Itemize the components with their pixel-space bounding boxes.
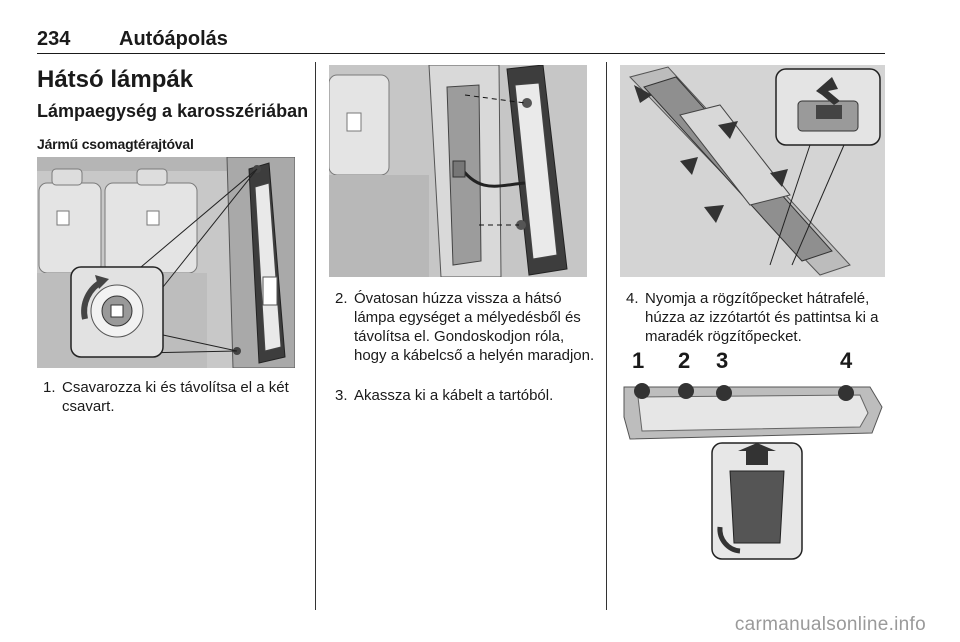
column-divider-1 <box>315 62 316 610</box>
lamp-removal-drawing <box>329 65 587 277</box>
section-subsubtitle: Jármű csomagtérajtóval <box>37 136 194 152</box>
watermark: carmanualsonline.info <box>734 614 926 635</box>
screws-drawing <box>37 157 295 368</box>
page-header <box>37 24 885 54</box>
bulb-label-4: 4 <box>840 348 853 373</box>
section-subtitle: Lámpaegység a karosszériában <box>37 101 309 121</box>
step-4 <box>626 289 888 346</box>
chapter-title: Autóápolás <box>119 28 228 50</box>
step-3-text: Akassza ki a kábelt a tartóból. <box>354 387 554 404</box>
illustration-bulb-holder-pegs <box>620 65 885 277</box>
step-1 <box>43 378 301 416</box>
step-2-text: Óvatosan húzza vissza a hátsó lámpa egységet a mélyedésből és távolítsa el. Gondoskodjon róla, hogy a kábelcső a helyén maradjon. <box>354 290 595 364</box>
bulb-label-3: 3 <box>716 348 729 373</box>
bulb-label-2: 2 <box>678 348 691 373</box>
step-2-number: 2. <box>335 290 348 307</box>
step-1-number: 1. <box>43 379 56 396</box>
step-3-number: 3. <box>335 387 348 404</box>
step-2 <box>335 289 597 365</box>
step-4-text: Nyomja a rögzítőpecket hátrafelé, húzza az izzótartót és pattintsa ki a maradék rögzítőpecket. <box>645 290 879 345</box>
illustration-screws <box>37 157 295 368</box>
illustration-lamp-removal <box>329 65 587 277</box>
step-3 <box>335 386 597 405</box>
section-title: Hátsó lámpák <box>37 66 194 93</box>
bulb-holder-pegs-drawing <box>620 65 885 277</box>
page-number: 234 <box>37 28 71 50</box>
bulbs-drawing <box>620 347 885 569</box>
step-4-number: 4. <box>626 290 639 307</box>
column-divider-2 <box>606 62 607 610</box>
bulb-label-1: 1 <box>632 348 645 373</box>
illustration-bulbs <box>620 347 885 569</box>
step-1-text: Csavarozza ki és távolítsa el a két csavart. <box>62 379 289 415</box>
